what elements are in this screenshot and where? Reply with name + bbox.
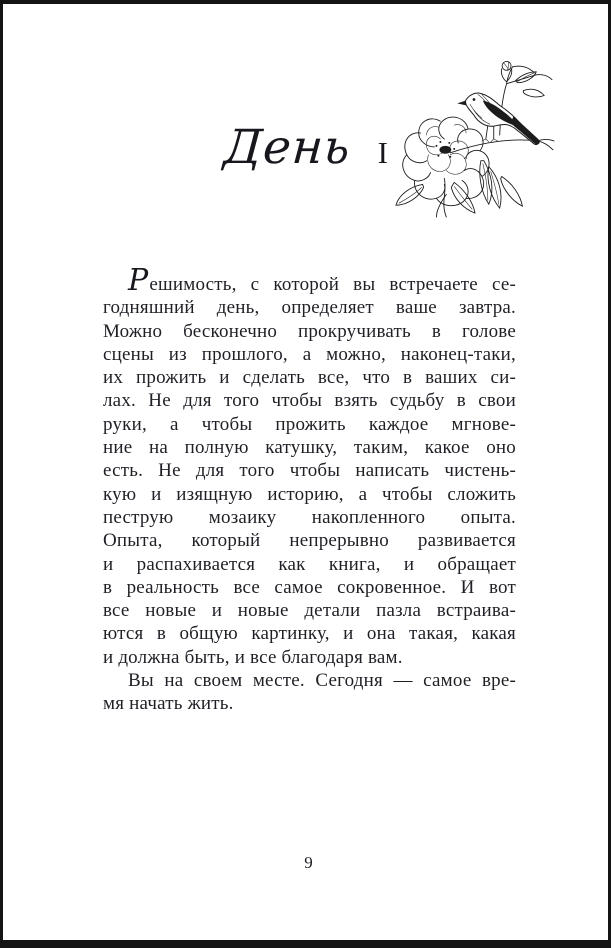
- text-line: Опыта, который непрерывно развивается: [103, 530, 516, 552]
- chapter-numeral: I: [377, 135, 388, 170]
- text-line: и должна быть, и все благодаря вам.: [103, 646, 403, 668]
- body-text: [103, 263, 516, 716]
- text-line: Можно бесконечно прокручивать в голове: [103, 320, 516, 342]
- text-line: ются в общую картинку, и она такая, какая: [103, 623, 516, 645]
- bird-on-branch-with-peony-drawing: [389, 56, 557, 219]
- text-line: кую и изящную историю, а чтобы сложить: [103, 483, 516, 505]
- text-line: пеструю мозаику накопленного опыта.: [103, 506, 516, 528]
- bird-flower-illustration: [389, 56, 557, 219]
- page-number: 9: [304, 853, 313, 872]
- text-line: есть. Не для того чтобы написать чистень-: [103, 460, 516, 482]
- chapter-heading: [224, 120, 388, 175]
- drop-cap-initial: Р: [128, 263, 149, 298]
- text-line: их прожить и сделать все, что в ваших си-: [103, 367, 516, 389]
- chapter-title: День: [222, 120, 353, 175]
- text-line: годняшний день, определяет ваше завтра.: [103, 297, 516, 319]
- text-line: и распахивается как книга, и обращает: [103, 553, 516, 575]
- text-line: руки, а чтобы прожить каждое мгнове-: [103, 413, 516, 435]
- text-line: сцены из прошлого, а можно, наконец-таки,: [103, 343, 516, 365]
- text-line: лах. Не для того чтобы взять судьбу в свои: [103, 390, 516, 412]
- text-line: мя начать жить.: [103, 693, 234, 715]
- text-line: Решимость, с которой вы встречаете се-: [128, 263, 516, 298]
- text-line: все новые и новые детали пазла встраива-: [103, 600, 516, 622]
- text-line: Вы на своем месте. Сегодня — самое вре-: [128, 670, 516, 692]
- text-line: в реальность все самое сокровенное. И вот: [103, 576, 516, 598]
- text-line: ние на полную катушку, таким, какое оно: [103, 437, 516, 459]
